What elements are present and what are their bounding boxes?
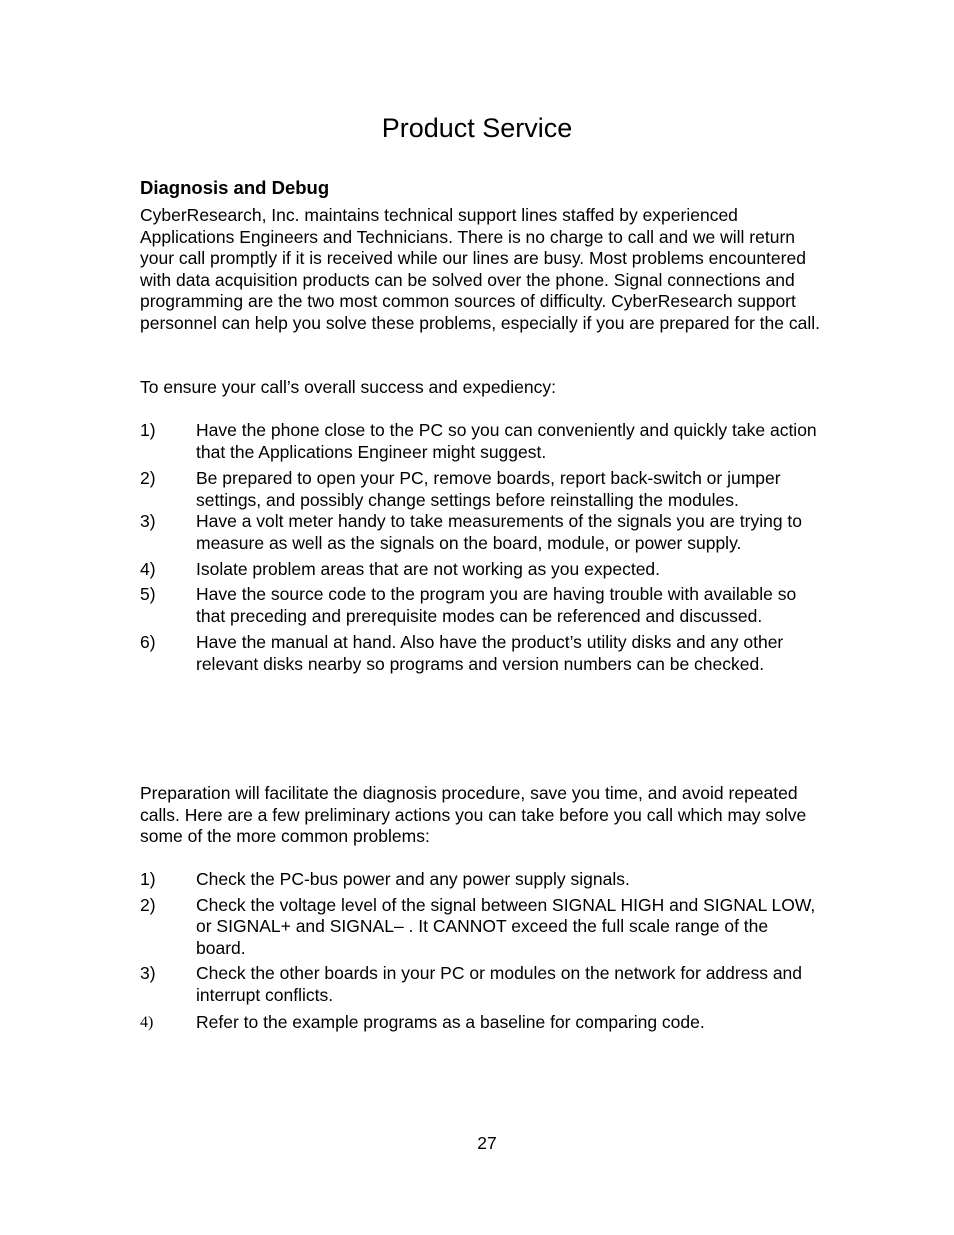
list-item-text: Be prepared to open your PC, remove boards, report back-switch or jumper settings, and possibly change settings before reinstalling the modules. xyxy=(196,468,781,510)
list-item xyxy=(140,895,820,960)
list-item xyxy=(140,632,820,675)
list-item xyxy=(140,511,820,554)
page-number: 27 xyxy=(477,1133,497,1153)
list-item-number: 4) xyxy=(140,1013,154,1031)
list-item xyxy=(140,1012,820,1034)
list-item-number: 1) xyxy=(140,420,156,440)
list-item-text: Check the PC-bus power and any power supply signals. xyxy=(196,869,630,889)
intro-paragraph: CyberResearch, Inc. maintains technical support lines staffed by experienced Applications Engineers and Technicians. There is no charge to call and we will return your call promptly if it is received while our lines are busy. Most problems encountered with data acquisition products can be solved over the phone. Signal connections and programming are the two most common sources of difficulty. CyberResearch support personnel can help you solve these problems, especially if you are prepared for the call. xyxy=(140,205,820,333)
list-item-text: Have the manual at hand. Also have the product’s utility disks and any other relevant disks nearby so programs and version numbers can be checked. xyxy=(196,632,784,674)
list-item-text: Refer to the example programs as a baseline for comparing code. xyxy=(196,1011,705,1032)
list-item-number: 2) xyxy=(140,468,156,489)
list-item-number: 5) xyxy=(140,584,156,605)
list-item-number: 1) xyxy=(140,869,156,889)
list-item xyxy=(140,963,820,1006)
list-item-number: 6) xyxy=(140,632,156,653)
ensure-paragraph: To ensure your call’s overall success and expediency: xyxy=(140,377,557,397)
list-item-number: 3) xyxy=(140,511,156,532)
list-item xyxy=(140,584,820,627)
list-item xyxy=(140,468,820,511)
list-item-text: Check the voltage level of the signal between SIGNAL HIGH and SIGNAL LOW, or SIGNAL+ and SIGNAL– . It CANNOT exceed the full scale range of the board. xyxy=(196,894,816,958)
preparation-block xyxy=(140,783,820,848)
list-item xyxy=(140,869,820,891)
list-item-text: Have a volt meter handy to take measurements of the signals you are trying to measure as well as the signals on the board, module, or power supply. xyxy=(196,511,803,553)
list-item-text: Have the phone close to the PC so you can conveniently and quickly take action that the Applications Engineer might suggest. xyxy=(196,420,817,462)
ensure-list-block xyxy=(140,420,820,676)
ensure-list xyxy=(140,420,820,676)
diagnosis-heading-block xyxy=(140,177,820,199)
actions-list xyxy=(140,869,820,1033)
list-item-number: 3) xyxy=(140,963,156,984)
actions-list-block xyxy=(140,869,820,1033)
list-item-number: 2) xyxy=(140,894,156,915)
ensure-block xyxy=(140,377,820,399)
page-title: Product Service xyxy=(381,113,573,143)
list-item-text: Have the source code to the program you are having trouble with available so that preceding and prerequisite modes can be referenced and discussed. xyxy=(196,584,797,626)
list-item xyxy=(140,559,820,581)
preparation-paragraph: Preparation will facilitate the diagnosis procedure, save you time, and avoid repeated calls. Here are a few preliminary actions you can take before you call which may solve some of the more common problems: xyxy=(140,783,807,847)
list-item-number: 4) xyxy=(140,558,156,579)
section-heading: Diagnosis and Debug xyxy=(140,177,330,198)
list-item-text: Isolate problem areas that are not working as you expected. xyxy=(196,558,661,579)
intro-block xyxy=(140,205,820,335)
list-item-text: Check the other boards in your PC or modules on the network for address and interrupt conflicts. xyxy=(196,963,803,1005)
list-item xyxy=(140,420,820,463)
